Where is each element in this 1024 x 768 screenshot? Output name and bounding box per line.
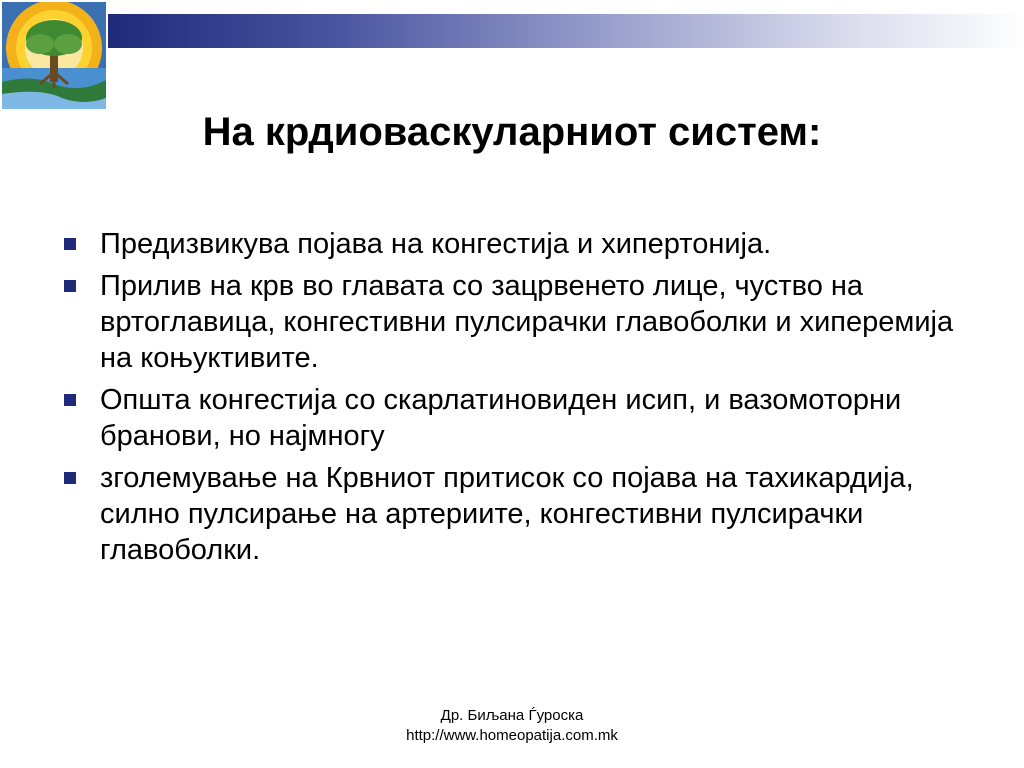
slide-title: На крдиоваскуларниот систем: <box>202 110 822 154</box>
square-bullet-icon <box>64 280 76 292</box>
list-item <box>62 460 992 568</box>
header-gradient-bar <box>108 14 1024 48</box>
footer-author: Др. Биљана Ѓуроска <box>440 707 584 724</box>
footer-url[interactable]: http://www.homeopatija.com.mk <box>406 727 618 744</box>
list-item <box>62 382 992 454</box>
bullet-text: Општа конгестија со скарлатиновиден исип, и вазомоторни бранови, но најмногу <box>100 384 902 452</box>
list-item <box>62 268 992 376</box>
list-item <box>62 226 992 262</box>
bullet-text: зголемување на Крвниот притисок со појава на тахикардија, силно пулсирање на артериите, конгестивни пулсирачки главоболки. <box>100 462 914 566</box>
square-bullet-icon <box>64 394 76 406</box>
square-bullet-icon <box>64 472 76 484</box>
square-bullet-icon <box>64 238 76 250</box>
footer <box>0 706 1024 746</box>
bullet-text: Предизвикува појава на конгестија и хипертонија. <box>100 228 772 260</box>
tree-sun-logo-icon <box>2 2 106 109</box>
bullet-list <box>62 226 992 574</box>
bullet-text: Прилив на крв во главата со зацрвенето лице, чуство на вртоглавица, конгестивни пулсирачки главоболки и хиперемија на коњуктивите. <box>100 270 954 374</box>
